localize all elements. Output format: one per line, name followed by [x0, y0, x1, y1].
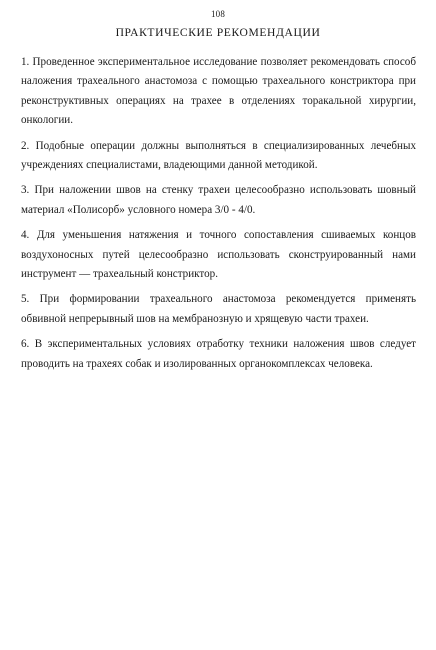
page-number: 108	[210, 9, 226, 19]
recommendations-list	[21, 53, 416, 380]
recommendation-3: 3. При наложении швов на стенку трахеи целесообразно использовать шовный материал «Полисорб» условного номера 3/0 - 4/0.	[21, 184, 416, 216]
recommendation-4: 4. Для уменьшения натяжения и точного сопоставления сшиваемых концов воздухоносных путей целесообразно использовать сконструированный нами инструмент — трахеальный констриктор.	[21, 229, 416, 281]
recommendation-5: 5. При формировании трахеального анастомоза рекомендуется применять обвивной непрерывный шов на мембранозную и хрящевую части трахеи.	[21, 293, 416, 325]
page-title: ПРАКТИЧЕСКИЕ РЕКОМЕНДАЦИИ	[115, 26, 321, 39]
recommendation-1: 1. Проведенное экспериментальное исследование позволяет рекомендовать способ наложения трахеального анастомоза с помощью трахеального констриктора при реконструктивных операциях на трахее в отделениях торакальной хирургии, онкологии.	[21, 56, 416, 127]
recommendation-6: 6. В экспериментальных условиях отработку техники наложения швов следует проводить на трахеях собак и изолированных органокомплексах человека.	[21, 338, 416, 370]
recommendation-2: 2. Подобные операции должны выполняться в специализированных лечебных учреждениях специалистами, владеющими данной методикой.	[21, 139, 416, 172]
